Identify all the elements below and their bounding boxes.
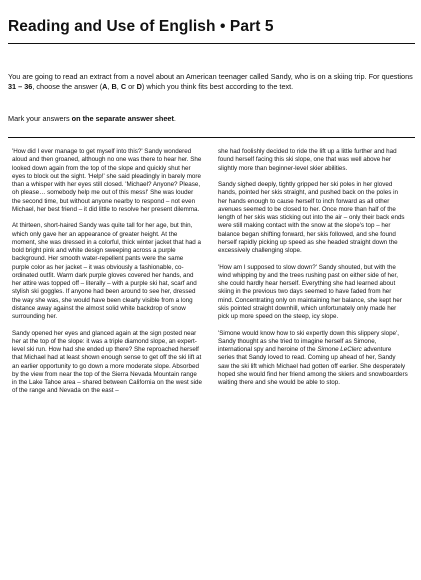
title-divider [8,43,415,44]
passage-column-right [218,148,408,396]
passage-paragraph-3-continued: she had foolishly decided to ride the lift up a little further and had found herself facing this ski slope, one that was well above her slightly more than beginner-level skier abilities. [218,148,397,172]
passage-paragraph-1: 'How did I ever manage to get myself into this?' Sandy wondered aloud and then groaned, although no one was there to hear her. She looked down again from the top of the slope and quickly shut her eyes to block out the sight. 'Help!' she said pleadingly in barely more than a whisper with her eyes still closed. 'Michael? Anyone? Please, oh please… somebody help me out of this mess!' She was louder the second time, but without anyone nearby to respond – not even Michael, her best friend – it did little to resolve her present dilemma. [12,148,202,213]
paragraph-6-text-a: 'Simone would know how to ski expertly down this slippery slope', Sandy thought as she tried to imagine herself as Simone, international spy and heroine of the [218,329,399,353]
task-introduction [8,72,418,92]
option-b: B [111,82,117,91]
passage-paragraph-5: 'How am I supposed to slow down?' Sandy shouted, but with the wind whipping by and the trees rushing past on either side of her, she could hardly hear herself. Everything she had learned about skiing in the previous two days seemed to have faded from her mind. Concentrating only on maintaining her balance, she kept her skis pointed straight downhill, which unfortunately only made her pick up more speed on the steep, icy slope. [218,263,402,320]
intro-text-a: You are going to read an extract from a novel about an American teenager called Sandy, who is on a skiing trip. For questions [8,72,413,81]
page-title: Reading and Use of English • Part 5 [8,18,274,35]
paragraph-6-text-b: adventure series that Sandy loved to read. Coming up ahead of her, Sandy saw the ski lift which Michael had gotten off earlier. She desperately hoped she would find her friend among the skiers and snowboarders waiting there and she would be able to stop. [218,346,408,386]
passage-paragraph-6 [218,330,408,388]
intro-text-c: ) which you think fits best according to the text. [141,82,294,91]
option-c: C [120,82,127,91]
instruction-emphasis: on the separate answer sheet [71,114,174,123]
series-title: Simone LeClerc [317,346,362,353]
instruction-end: . [173,114,176,123]
question-range: 31 – 36 [8,82,33,91]
intro-separator: , [116,82,121,91]
intro-separator: , [107,82,112,91]
answer-instruction [8,114,418,124]
passage-column-left [12,148,202,404]
instruction-text: Mark your answers [8,114,72,123]
option-a: A [102,82,108,91]
passage-divider [8,137,415,138]
passage-paragraph-3: Sandy opened her eyes and glanced again at the sign posted near her at the top of the slope: it was a triple diamond slope, an expert-level ski run. How had she ended up there? She reproached herself that Michael had at least shown enough sense to get off the ski lift at an earlier opportunity to go down a more moderate slope. Absorbed by the view from near the top of the Sierra Nevada Mountain range in the Lake Tahoe area – shared between California on the west side of the range and Nevada on the east – [12,329,202,395]
passage-paragraph-2: At thirteen, short-haired Sandy was quite tall for her age, but thin, which only gave her an appearance of greater height. At the moment, she was dressed in a colorful, thick winter jacket that had a bold bright pink and white design sweeping across a purple background. Her smooth water-repellent pants were the same purple color as her jacket – it was obviously a fashionable, co-ordinated outfit. Warm dark purple gloves covered her hands, and her attire was topped off – literally – with a purple ski hat, scarf and stylish ski goggles. If anyone had been around to see her, dressed the way she was, she would have been clearly visible from a long distance away against the almost solid white backdrop of snow surrounding her. [12,222,201,320]
intro-or: or [126,82,137,91]
option-d: D [136,82,142,91]
passage-paragraph-4: Sandy sighed deeply, tightly gripped her ski poles in her gloved hands, pointed her skis straight, and pushed back on the poles in her hands enough to cause herself to inch forward as all other avenues seemed to be closed to her. Once more than half of the length of her skis was sticking out into the air – only their back ends were still making contact with the snow at the slope's top – her balance began shifting forward, her skis followed, and she found herself rapidly picking up speed as she headed straight down the excessively challenging slope. [218,181,405,254]
intro-text-b: , choose the answer ( [32,82,103,91]
